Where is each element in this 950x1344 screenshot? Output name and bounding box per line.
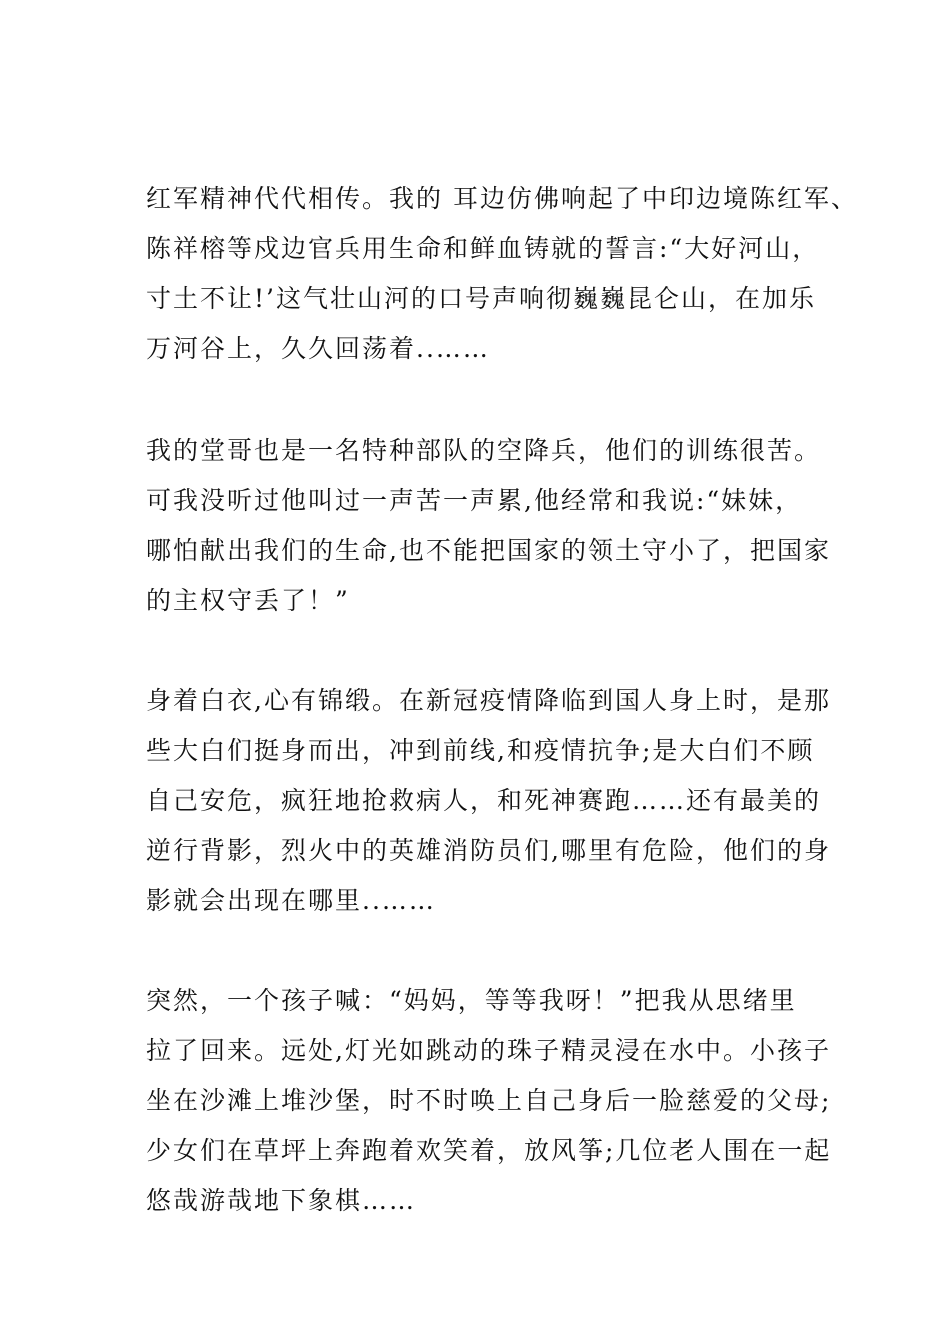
paragraph-line: 些大白们挺身而出，冲到前线,和疫情抗争;是大白们不顾 (146, 736, 815, 765)
paragraph-line: 的主权守丢了！” (146, 586, 350, 615)
paragraph-line: 少女们在草坪上奔跑着欢笑着，放风筝;几位老人围在一起 (146, 1136, 832, 1165)
paragraph-line: 可我没听过他叫过一声苦一声累,他经常和我说:“妹妹， (146, 486, 803, 515)
paragraph-line: 万河谷上，久久回荡着..…… (146, 334, 490, 363)
paragraph-line: 红军精神代代相传。我的 耳边仿佛响起了中印边境陈红军、 (146, 184, 858, 213)
paragraph-2 (146, 426, 831, 626)
paragraph-line: 陈祥榕等戍边官兵用生命和鲜血铸就的誓言:“大好河山， (146, 234, 820, 263)
paragraph-line: 突然，一个孩子喊：“妈妈，等等我呀！”把我从思绪里 (146, 986, 797, 1015)
paragraph-line: 坐在沙滩上堆沙堡，时不时唤上自己身后一脸慈爱的父母; (146, 1086, 832, 1115)
paragraph-line: 身着白衣,心有锦缎。在新冠疫情降临到国人身上时，是那 (146, 686, 831, 715)
paragraph-3 (146, 676, 831, 926)
paragraph-line: 逆行背影，烈火中的英雄消防员们,哪里有危险，他们的身 (146, 836, 831, 865)
paragraph-4 (146, 976, 832, 1226)
paragraph-1 (146, 174, 858, 374)
paragraph-line: 我的堂哥也是一名特种部队的空降兵，他们的训练很苦。 (146, 436, 822, 465)
paragraph-line: 寸土不让!’这气壮山河的口号声响彻巍巍昆仑山，在加乐 (146, 284, 816, 313)
paragraph-line: 悠哉游哉地下象棋…… (146, 1186, 417, 1215)
paragraph-line: 影就会出现在哪里..…… (146, 886, 436, 915)
paragraph-line: 自己安危，疯狂地抢救病人，和死神赛跑……还有最美的 (146, 786, 822, 815)
paragraph-line: 拉了回来。远处,灯光如跳动的珠子精灵浸在水中。小孩子 (146, 1036, 831, 1065)
paragraph-line: 哪怕献出我们的生命,也不能把国家的领土守小了，把国家 (146, 536, 831, 565)
